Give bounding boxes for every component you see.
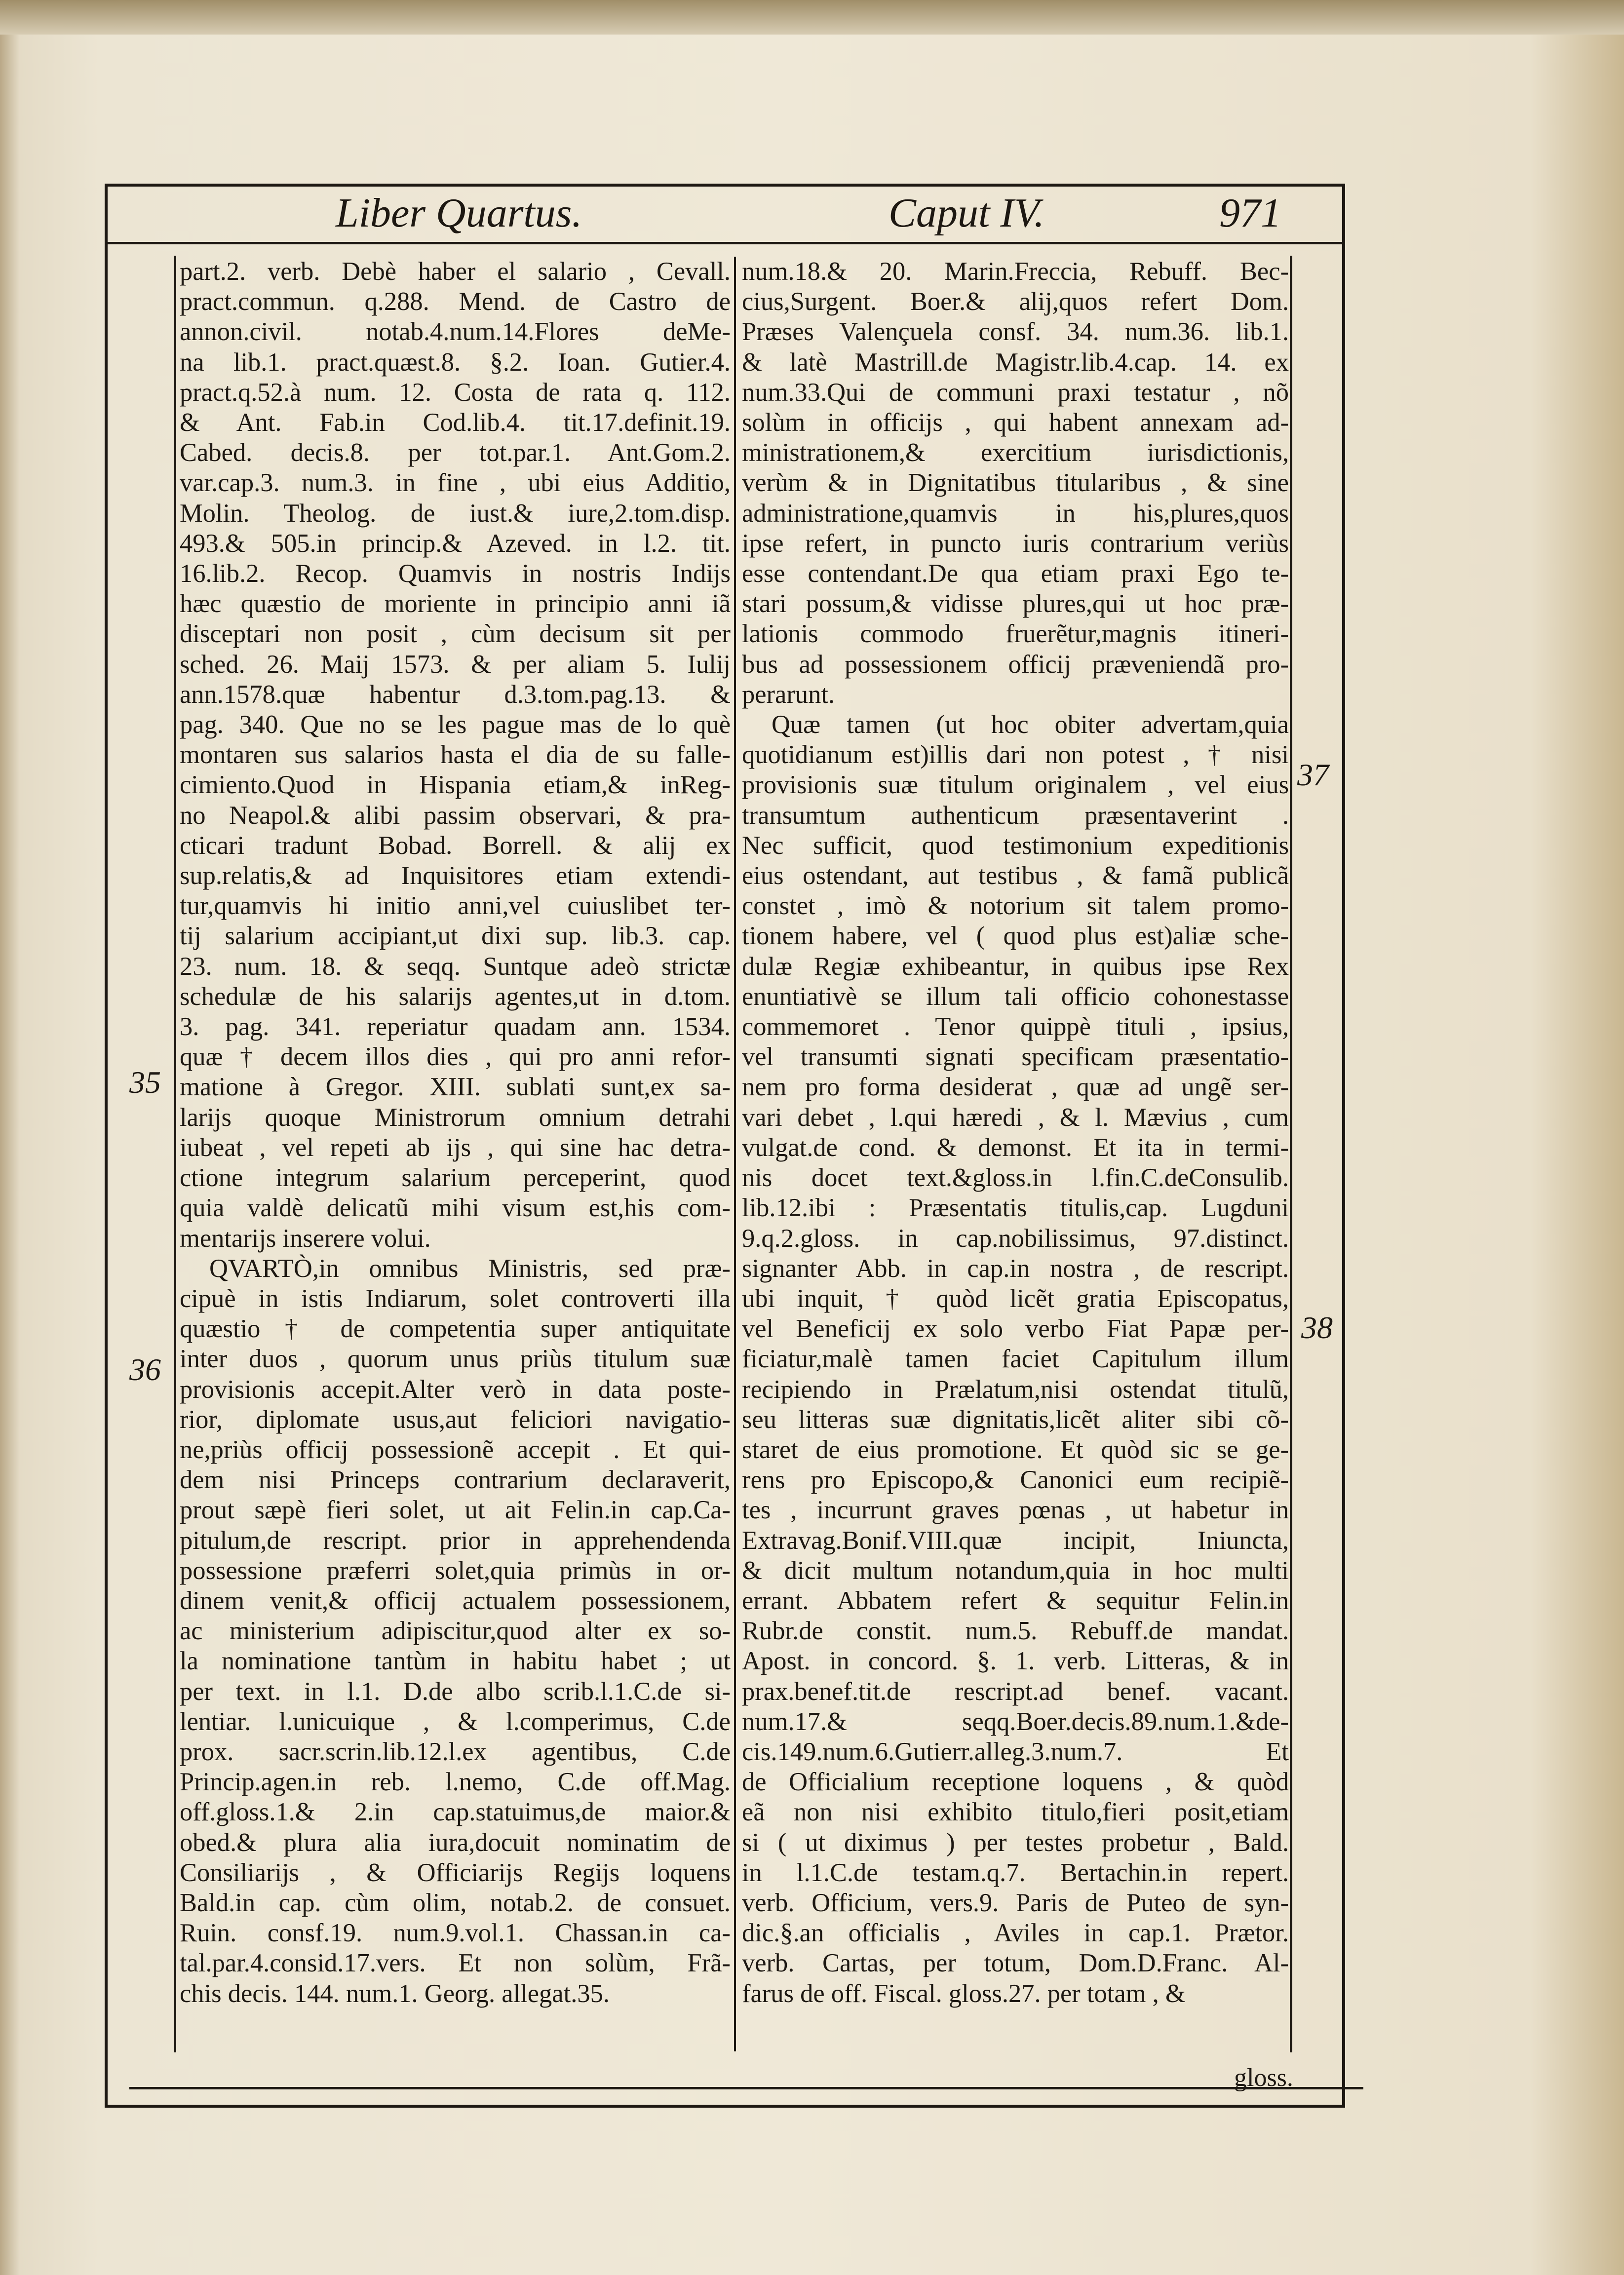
- text-line: Princip.agen.in reb. l.nemo, C.de off.Mag.: [180, 1768, 731, 1797]
- text-line: 3. pag. 341. reperiatur quadam ann. 1534.: [180, 1012, 731, 1041]
- bottom-rule: [129, 2087, 1363, 2089]
- text-line: perarunt.: [742, 680, 835, 709]
- text-line: tes , incurrunt graves pœnas , ut habetur in: [742, 1496, 1289, 1525]
- text-line: num.33.Qui de communi praxi testatur , nõ: [742, 378, 1289, 407]
- text-line: solùm in officijs , qui habent annexam ad-: [742, 408, 1289, 437]
- text-line: Nec sufficit, quod testimonium expeditionis: [742, 831, 1289, 860]
- catchword: gloss.: [1234, 2064, 1293, 2092]
- text-line: montaren sus salarios hasta el dia de su falle-: [180, 740, 731, 770]
- text-line: no Neapol.& alibi passim observari, & pra-: [180, 801, 731, 830]
- text-line: tal.par.4.consid.17.vers. Et non solùm, Frã-: [180, 1949, 731, 1978]
- text-line: & dicit multum notandum,quia in hoc multi: [742, 1556, 1289, 1585]
- text-line: lationis commodo fruerẽtur,magnis itineri-: [742, 619, 1289, 649]
- text-line: enuntiativè se illum tali officio cohonestasse: [742, 982, 1289, 1011]
- text-line: commemoret . Tenor quippè tituli , ipsius,: [742, 1012, 1289, 1041]
- text-line: stari possum,& vidisse plures,qui ut hoc præ-: [742, 589, 1289, 618]
- text-line: eã non nisi exhibito titulo,fieri posit,etiam: [742, 1798, 1289, 1827]
- text-line: dic.§.an officialis , Aviles in cap.1. Prætor.: [742, 1919, 1289, 1948]
- text-line: ac ministerium adipiscitur,quod alter ex so-: [180, 1617, 731, 1646]
- text-line: lib.12.ibi : Præsentatis titulis,cap. Lugduni: [742, 1194, 1289, 1223]
- text-line: pract.commun. q.288. Mend. de Castro de: [180, 287, 731, 316]
- running-head-right: Caput IV.: [889, 190, 1044, 236]
- text-line: sup.relatis,& ad Inquisitores etiam extendi-: [180, 861, 731, 890]
- text-line: off.gloss.1.& 2.in cap.statuimus,de maior.&: [180, 1798, 731, 1827]
- text-line: inter duos , quorum unus priùs titulum suæ: [180, 1345, 731, 1374]
- text-line: de Officialium receptione loquens , & quòd: [742, 1768, 1289, 1797]
- text-line: cipuè in istis Indiarum, solet controverti illa: [180, 1284, 731, 1313]
- text-line: recipiendo in Prælatum,nisi ostendat titulũ,: [742, 1375, 1289, 1404]
- text-line: Cabed. decis.8. per tot.par.1. Ant.Gom.2.: [180, 438, 731, 467]
- page-top-edge: [0, 0, 1624, 35]
- text-line: ficiatur,malè tamen faciet Capitulum illum: [742, 1345, 1289, 1374]
- text-line: Quæ tamen (ut hoc obiter advertam,quia: [772, 710, 1289, 739]
- text-line: cius,Surgent. Boer.& alij,quos refert Dom.: [742, 287, 1289, 316]
- text-line: iubeat , vel repeti ab ijs , qui sine hac detra-: [180, 1133, 731, 1162]
- margin-number-36: 36: [129, 1352, 161, 1387]
- text-line: si ( ut diximus ) per testes probetur , Bald.: [742, 1828, 1289, 1857]
- text-line: QVARTÒ,in omnibus Ministris, sed præ-: [209, 1254, 731, 1283]
- text-line: na lib.1. pract.quæst.8. §.2. Ioan. Gutier.4.: [180, 347, 731, 377]
- text-line: possessione præferri solet,quia primùs in or-: [180, 1556, 731, 1585]
- text-line: Rubr.de constit. num.5. Rebuff.de mandat.: [742, 1617, 1289, 1646]
- text-line: 16.lib.2. Recop. Quamvis in nostris Indijs: [180, 559, 731, 588]
- text-line: transumtum authenticum præsentaverint .: [742, 801, 1289, 830]
- text-line: tur,quamvis hi initio anni,vel cuiuslibet ter-: [180, 891, 731, 921]
- text-line: vel transumti signati specificam præsentatio-: [742, 1042, 1289, 1072]
- text-line: in l.1.C.de testam.q.7. Bertachin.in repert.: [742, 1858, 1289, 1887]
- text-line: hæc quæstio de moriente in principio anni iã: [180, 589, 731, 618]
- text-line: provisionis suæ titulum originalem , vel eius: [742, 771, 1289, 800]
- right-column: [742, 257, 1289, 2044]
- text-line: var.cap.3. num.3. in fine , ubi eius Additio,: [180, 468, 731, 498]
- text-line: Extravag.Bonif.VIII.quæ incipit, Iniuncta,: [742, 1526, 1289, 1555]
- text-line: nem pro forma desiderat , quæ ad ungẽ ser-: [742, 1073, 1289, 1102]
- text-line: & Ant. Fab.in Cod.lib.4. tit.17.definit.19.: [180, 408, 731, 437]
- text-line: tij salarium accipiant,ut dixi sup. lib.3. cap.: [180, 922, 731, 951]
- text-line: num.18.& 20. Marin.Freccia, Rebuff. Bec-: [742, 257, 1289, 286]
- text-line: quia valdè delicatũ mihi visum est,his com-: [180, 1194, 731, 1223]
- text-line: ctione integrum salarium perceperint, quod: [180, 1163, 731, 1193]
- text-line: ann.1578.quæ habentur d.3.tom.pag.13. &: [180, 680, 731, 709]
- text-line: dinem venit,& officij actualem possessionem,: [180, 1586, 731, 1615]
- text-line: quotidianum est)illis dari non potest , † nisi: [742, 740, 1289, 770]
- text-line: signanter Abb. in cap.in nostra , de rescript.: [742, 1254, 1289, 1283]
- text-line: administratione,quamvis in his,plures,quos: [742, 499, 1289, 528]
- text-line: verb. Officium, vers.9. Paris de Puteo de syn-: [742, 1888, 1289, 1917]
- text-line: Præses Valençuela consf. 34. num.36. lib.1.: [742, 317, 1289, 347]
- text-line: 9.q.2.gloss. in cap.nobilissimus, 97.distinct.: [742, 1224, 1289, 1253]
- text-line: vel Beneficij ex solo verbo Fiat Papæ per-: [742, 1314, 1289, 1344]
- text-line: prox. sacr.scrin.lib.12.l.ex agentibus, C.de: [180, 1737, 731, 1766]
- text-line: lentiar. l.unicuique , & l.comperimus, C.de: [180, 1707, 731, 1736]
- text-line: quæstio † de competentia super antiquitate: [180, 1314, 731, 1344]
- text-line: Ruin. consf.19. num.9.vol.1. Chassan.in ca-: [180, 1919, 731, 1948]
- text-line: constet , imò & notorium sit talem promo-: [742, 891, 1289, 921]
- text-line: ipse refert, in puncto iuris contrarium veriùs: [742, 529, 1289, 558]
- text-line: part.2. verb. Debè haber el salario , Cevall.: [180, 257, 731, 286]
- margin-number-35: 35: [129, 1065, 161, 1100]
- text-line: nis docet text.&gloss.in l.fin.C.deConsulib.: [742, 1163, 1289, 1193]
- text-line: provisionis accepit.Alter verò in data poste-: [180, 1375, 731, 1404]
- text-line: pitulum,de rescript. prior in apprehendenda: [180, 1526, 731, 1555]
- text-line: errant. Abbatem refert & sequitur Felin.in: [742, 1586, 1289, 1615]
- text-line: Molin. Theolog. de iust.& iure,2.tom.disp.: [180, 499, 731, 528]
- text-line: dulæ Regiæ exhibeantur, in quibus ipse Rex: [742, 952, 1289, 981]
- text-line: disceptari non posit , cùm decisum sit per: [180, 619, 731, 649]
- running-head-left: Liber Quartus.: [336, 190, 582, 236]
- text-line: 23. num. 18. & seqq. Suntque adeò strictæ: [180, 952, 731, 981]
- text-line: matione à Gregor. XIII. sublati sunt,ex sa-: [180, 1073, 731, 1102]
- text-line: mentarijs inserere volui.: [180, 1224, 431, 1253]
- text-line: Bald.in cap. cùm olim, notab.2. de consuet.: [180, 1888, 731, 1917]
- folio-number: 971: [1219, 190, 1281, 236]
- text-line: vari debet , l.qui hæredi , & l. Mævius , cum: [742, 1103, 1289, 1132]
- text-line: rior, diplomate usus,aut feliciori navigatio-: [180, 1405, 731, 1434]
- text-line: ubi inquit, † quòd licẽt gratia Episcopatus,: [742, 1284, 1289, 1313]
- text-line: staret de eius promotione. Et quòd sic se ge-: [742, 1435, 1289, 1464]
- text-line: ne,priùs officij possessionẽ accepit . Et qui-: [180, 1435, 731, 1464]
- text-line: 493.& 505.in princip.& Azeved. in l.2. tit.: [180, 529, 731, 558]
- text-line: Apost. in concord. §. 1. verb. Litteras, & in: [742, 1647, 1289, 1676]
- text-line: schedulæ de his salarijs agentes,ut in d.tom.: [180, 982, 731, 1011]
- text-line: la nominatione tantùm in habitu habet ; ut: [180, 1647, 731, 1676]
- text-line: vulgat.de cond. & demonst. Et ita in termi-: [742, 1133, 1289, 1162]
- header-rule: [108, 242, 1342, 244]
- column-divider: [734, 257, 736, 2051]
- text-line: ministrationem,& exercitium iurisdictionis,: [742, 438, 1289, 467]
- text-line: chis decis. 144. num.1. Georg. allegat.35.: [180, 1979, 610, 2008]
- text-line: bus ad possessionem officij præveniendã pro-: [742, 650, 1289, 679]
- text-line: prax.benef.tit.de rescript.ad benef. vacant.: [742, 1677, 1289, 1706]
- text-line: Consiliarijs , & Officiarijs Regijs loquens: [180, 1858, 731, 1887]
- text-line: rens pro Episcopo,& Canonici eum recipiẽ-: [742, 1465, 1289, 1495]
- text-line: cimiento.Quod in Hispania etiam,& inReg-: [180, 771, 731, 800]
- margin-number-37: 37: [1297, 757, 1329, 792]
- margin-number-38: 38: [1301, 1310, 1333, 1345]
- text-line: num.17.& seqq.Boer.decis.89.num.1.&de-: [742, 1707, 1289, 1736]
- text-line: sched. 26. Maij 1573. & per aliam 5. Iulij: [180, 650, 731, 679]
- text-line: esse contendant.De qua etiam praxi Ego te-: [742, 559, 1289, 588]
- text-line: quæ † decem illos dies , qui pro anni refor-: [180, 1042, 731, 1072]
- text-line: farus de off. Fiscal. gloss.27. per totam , &: [742, 1979, 1186, 2008]
- text-line: obed.& plura alia iura,docuit nominatim de: [180, 1828, 731, 1857]
- text-line: tionem habere, vel ( quod plus est)aliæ sche-: [742, 922, 1289, 951]
- text-line: verùm & in Dignitatibus titularibus , & sine: [742, 468, 1289, 498]
- text-line: dem nisi Princeps contrarium declaraverit,: [180, 1465, 731, 1495]
- text-line: verb. Cartas, per totum, Dom.D.Franc. Al-: [742, 1949, 1289, 1978]
- left-column: [180, 257, 731, 2044]
- text-line: seu litteras suæ dignitatis,licẽt aliter sibi cõ-: [742, 1405, 1289, 1434]
- text-line: per text. in l.1. D.de albo scrib.l.1.C.de si-: [180, 1677, 731, 1706]
- text-line: annon.civil. notab.4.num.14.Flores deMe-: [180, 317, 731, 347]
- text-line: pract.q.52.à num. 12. Costa de rata q. 112.: [180, 378, 731, 407]
- text-line: larijs quoque Ministrorum omnium detrahi: [180, 1103, 731, 1132]
- text-line: cis.149.num.6.Gutierr.alleg.3.num.7. Et: [742, 1737, 1289, 1766]
- text-line: cticari tradunt Bobad. Borrell. & alij ex: [180, 831, 731, 860]
- text-line: & latè Mastrill.de Magistr.lib.4.cap. 14. ex: [742, 347, 1289, 377]
- text-line: eius ostendant, aut testibus , & famã publicã: [742, 861, 1289, 890]
- text-line: pag. 340. Que no se les pague mas de lo què: [180, 710, 731, 739]
- text-line: prout sæpè fieri solet, ut ait Felin.in cap.Ca-: [180, 1496, 731, 1525]
